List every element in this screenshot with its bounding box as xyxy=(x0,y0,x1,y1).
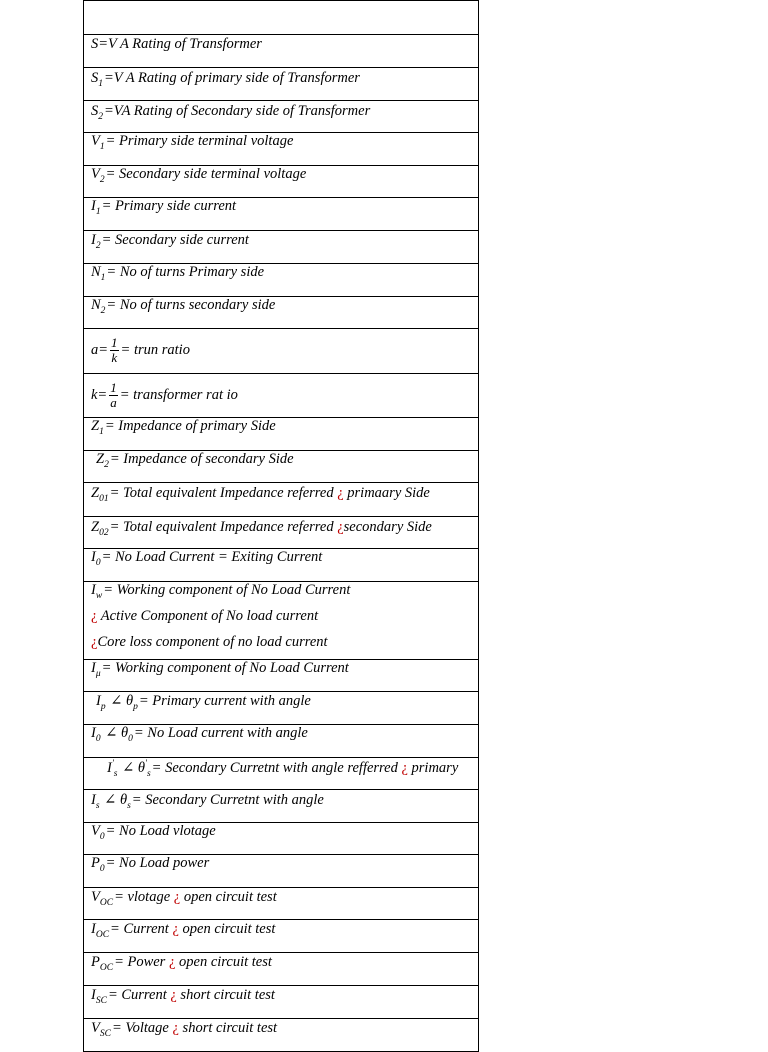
definition: = Current xyxy=(107,987,171,1003)
definition-cell xyxy=(84,297,479,329)
definition-cell xyxy=(84,101,479,133)
definition: = trun ratio xyxy=(120,342,190,358)
symbol: I xyxy=(91,582,96,598)
inverted-question-mark: ¿ xyxy=(172,1020,179,1036)
inverted-question-mark: ¿ xyxy=(168,954,176,970)
definition-cell xyxy=(84,823,479,855)
definition-cell xyxy=(84,166,479,198)
definition-cell xyxy=(84,374,479,418)
definition-cell xyxy=(84,953,479,986)
definition: = Current xyxy=(110,921,173,937)
definition-tail: primaary Side xyxy=(343,485,430,501)
table-row xyxy=(84,582,479,660)
subscript: 0 xyxy=(128,734,133,744)
symbol: S xyxy=(91,36,99,52)
definition: = vlotage xyxy=(114,889,174,905)
definition-cell xyxy=(84,451,479,483)
table-row xyxy=(84,692,479,725)
symbol: I xyxy=(91,987,96,1003)
subscript: μ xyxy=(95,669,101,679)
table-row xyxy=(84,758,479,790)
fraction xyxy=(110,336,119,365)
definition-cell xyxy=(84,418,479,451)
definition-line-3 xyxy=(91,634,478,650)
line-3-text: Core loss component of no load current xyxy=(97,634,328,650)
table-row xyxy=(84,133,479,166)
table-row xyxy=(84,1019,479,1052)
table-row xyxy=(84,231,479,264)
definition-cell xyxy=(84,790,479,823)
table-row xyxy=(84,374,479,418)
inverted-question-mark: ¿ xyxy=(172,921,179,937)
fraction-numerator: 1 xyxy=(111,334,118,350)
definition: = Total equivalent Impedance referred xyxy=(109,485,338,501)
definition: = Secondary Curretnt with angle refferred xyxy=(151,760,402,776)
definition-cell xyxy=(84,264,479,297)
inverted-question-mark: ¿ xyxy=(337,485,344,501)
definition: = No Load current with angle xyxy=(133,725,308,741)
inverted-question-mark: ¿ xyxy=(173,889,181,905)
definition-cell xyxy=(84,133,479,166)
subscript: SC xyxy=(99,1029,111,1039)
table-row xyxy=(84,101,479,133)
subscript: w xyxy=(95,591,103,601)
definition: = Power xyxy=(114,954,169,970)
definition-cell xyxy=(84,329,479,374)
subscript: OC xyxy=(99,898,114,908)
symbol: P xyxy=(91,954,100,970)
symbol: Z xyxy=(96,451,105,467)
subscript: 1 xyxy=(100,273,106,283)
table-row xyxy=(84,725,479,758)
table-row xyxy=(84,823,479,855)
definition: =V A Rating of primary side of Transformer xyxy=(104,70,360,86)
definition-cell xyxy=(84,231,479,264)
definition-cell xyxy=(84,35,479,68)
table-row xyxy=(84,264,479,297)
definition: = Impedance of primary Side xyxy=(104,418,276,434)
symbol: I xyxy=(91,660,96,676)
empty-cell xyxy=(84,1,479,35)
definition-tail: short circuit test xyxy=(178,1020,278,1036)
symbol: I xyxy=(91,792,96,808)
symbol: V xyxy=(91,823,100,839)
subscript: p xyxy=(100,702,106,712)
definition: = No Load vlotage xyxy=(105,823,216,839)
subscript: 2 xyxy=(95,241,101,251)
subscript: 0 xyxy=(95,734,101,744)
symbol: V xyxy=(91,1020,100,1036)
superscript: ' xyxy=(111,758,114,768)
definition: = transformer rat io xyxy=(119,387,238,403)
definition: ∠ θ xyxy=(106,693,134,709)
definition-tail: open circuit test xyxy=(178,921,276,937)
fraction-numerator: 1 xyxy=(110,379,117,395)
symbol: I xyxy=(91,198,96,214)
definition: =VA Rating of Secondary side of Transformer xyxy=(104,103,371,119)
symbol: N xyxy=(91,264,101,280)
symbol: S xyxy=(91,103,99,119)
subscript: 1 xyxy=(95,207,101,217)
table-row xyxy=(84,418,479,451)
subscript: 2 xyxy=(99,175,105,185)
definition-cell xyxy=(84,483,479,517)
subscript: 02 xyxy=(99,528,109,538)
definition-cell xyxy=(84,1019,479,1052)
definition-cell xyxy=(84,517,479,549)
table-row xyxy=(84,297,479,329)
table-row xyxy=(84,329,479,374)
subscript: p xyxy=(133,702,138,712)
definition-tail: secondary Side xyxy=(343,519,432,535)
table-row xyxy=(84,166,479,198)
symbol: Z xyxy=(91,485,100,501)
table-row xyxy=(84,953,479,986)
symbol: V xyxy=(91,133,100,149)
definition-cell xyxy=(84,692,479,725)
subscript: s xyxy=(95,801,100,811)
definition-cell xyxy=(84,986,479,1019)
definition-cell xyxy=(84,725,479,758)
subscript: 2 xyxy=(100,306,106,316)
subscript: OC xyxy=(99,963,114,973)
symbol: a= xyxy=(91,342,109,358)
definition: = Primary side terminal voltage xyxy=(105,133,294,149)
symbol: I xyxy=(91,549,96,565)
inverted-question-mark: ¿ xyxy=(170,987,177,1003)
subscript: 1 xyxy=(99,142,105,152)
symbol: V xyxy=(91,166,100,182)
definition-cell xyxy=(84,888,479,920)
symbol: V xyxy=(91,889,100,905)
table-row xyxy=(84,920,479,953)
subscript: 2 xyxy=(104,460,109,470)
definition-cell xyxy=(84,855,479,888)
table-row xyxy=(84,451,479,483)
definition: =V A Rating of Transformer xyxy=(98,36,262,52)
definition: = Secondary side current xyxy=(101,232,249,248)
subscript: s xyxy=(127,801,131,811)
definition: = Total equivalent Impedance referred xyxy=(109,519,338,535)
line-2-text: Active Component of No load current xyxy=(97,608,319,624)
definition: ∠ θ xyxy=(100,792,128,808)
table-row xyxy=(84,855,479,888)
subscript: 0 xyxy=(99,832,105,842)
superscript: ' xyxy=(145,758,147,768)
symbol: S xyxy=(91,70,99,86)
subscript: 1 xyxy=(98,79,103,89)
definition: = Primary current with angle xyxy=(138,693,311,709)
inverted-question-mark: ¿ xyxy=(91,608,98,624)
definition-cell xyxy=(84,920,479,953)
subscript: 01 xyxy=(99,494,109,504)
definition: = Impedance of secondary Side xyxy=(109,451,294,467)
definition: = Secondary side terminal voltage xyxy=(105,166,307,182)
definition-tail: primary xyxy=(407,760,459,776)
definition: = No of turns Primary side xyxy=(106,264,265,280)
definition-tail: open circuit test xyxy=(175,954,272,970)
definition: ∠ θ xyxy=(118,760,146,776)
table-row xyxy=(84,198,479,231)
symbol: I xyxy=(107,760,112,776)
definition-line-2 xyxy=(91,608,478,624)
definition: = Voltage xyxy=(111,1020,173,1036)
fraction xyxy=(109,381,118,410)
table-row xyxy=(84,790,479,823)
symbol: I xyxy=(91,921,96,937)
definition: = No Load power xyxy=(105,855,210,871)
definition: = Working component of No Load Current xyxy=(103,582,351,598)
symbol: I xyxy=(91,725,96,741)
definition-cell xyxy=(84,68,479,101)
inverted-question-mark: ¿ xyxy=(401,760,408,776)
symbols-table xyxy=(83,0,479,1052)
definition: = No Load Current = Exiting Current xyxy=(101,549,323,565)
definition-cell xyxy=(84,549,479,582)
fraction-denominator: a xyxy=(110,394,117,410)
subscript: SC xyxy=(95,996,107,1006)
table-row xyxy=(84,517,479,549)
subscript: s xyxy=(113,769,118,779)
table-row xyxy=(84,986,479,1019)
table-row xyxy=(84,1,479,35)
symbol: k= xyxy=(91,387,108,403)
table-row xyxy=(84,483,479,517)
subscript: s xyxy=(146,769,151,779)
subscript: 0 xyxy=(95,558,101,568)
fraction-denominator: k xyxy=(111,349,118,365)
definition-cell xyxy=(84,758,479,790)
inverted-question-mark: ¿ xyxy=(91,634,98,650)
definition-tail: short circuit test xyxy=(176,987,275,1003)
symbol: Z xyxy=(91,418,100,434)
subscript: OC xyxy=(95,930,110,940)
definition: = Primary side current xyxy=(101,198,237,214)
definition: = Secondary Curretnt with angle xyxy=(131,792,324,808)
symbol: N xyxy=(91,297,101,313)
table-row xyxy=(84,549,479,582)
table-row xyxy=(84,35,479,68)
symbol: I xyxy=(91,232,96,248)
definition-cell xyxy=(84,198,479,231)
definition: = No of turns secondary side xyxy=(106,297,276,313)
table-row xyxy=(84,888,479,920)
subscript: 0 xyxy=(99,864,105,874)
definition: ∠ θ xyxy=(101,725,129,741)
table-row xyxy=(84,660,479,692)
subscript: 2 xyxy=(98,112,103,122)
table-row xyxy=(84,68,479,101)
definition: = Working component of No Load Current xyxy=(101,660,349,676)
definition-tail: open circuit test xyxy=(180,889,277,905)
definition-cell xyxy=(84,660,479,692)
symbol: P xyxy=(91,855,100,871)
symbol: Z xyxy=(91,519,100,535)
inverted-question-mark: ¿ xyxy=(337,519,344,535)
definition-cell xyxy=(84,582,479,660)
subscript: 1 xyxy=(99,427,104,437)
symbol: I xyxy=(96,693,101,709)
